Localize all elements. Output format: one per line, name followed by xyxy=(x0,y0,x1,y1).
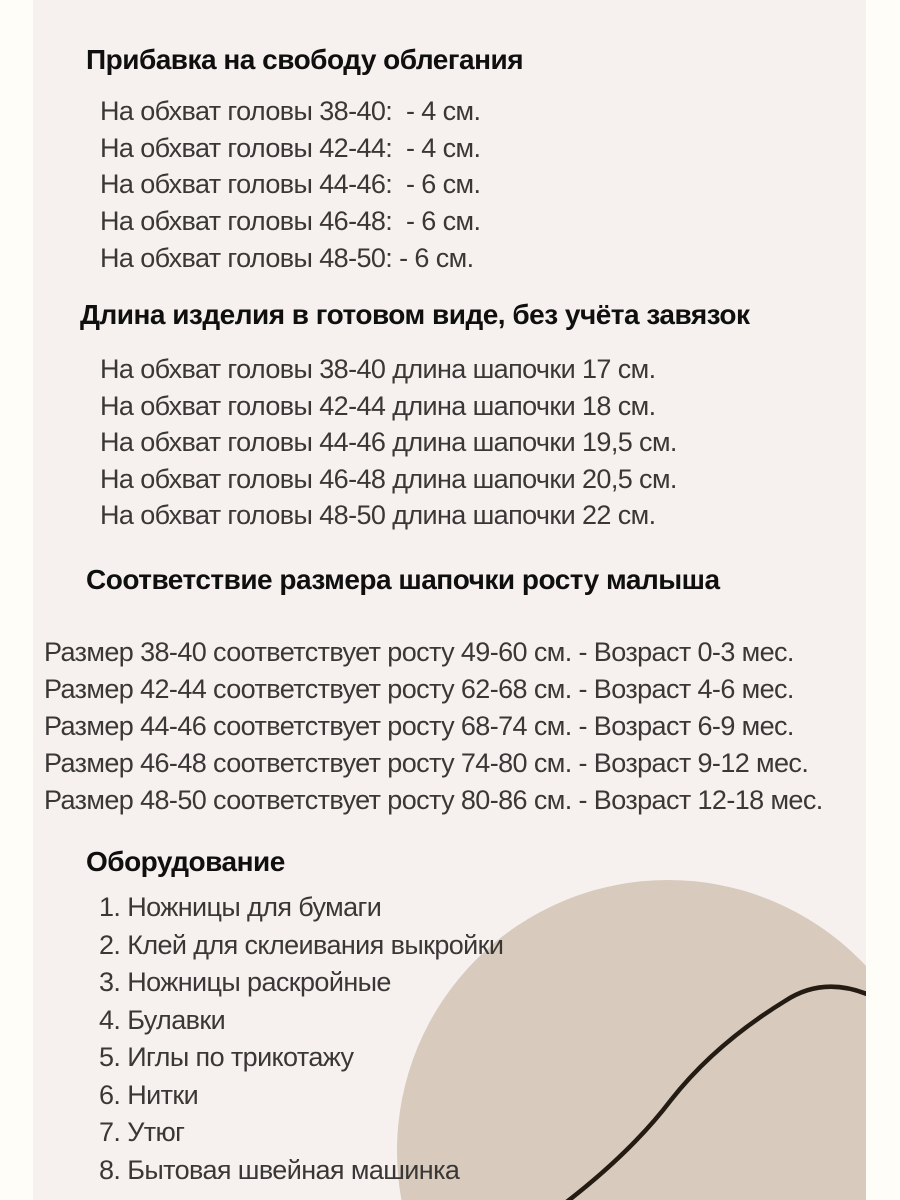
list-item: На обхват головы 38-40: - 4 см. xyxy=(100,96,481,126)
list-item: 1. Ножницы для бумаги xyxy=(99,892,382,922)
list-item: 4. Булавки xyxy=(99,1004,226,1035)
size-to-height-list xyxy=(44,634,823,819)
list-item: 6. Нитки xyxy=(99,1079,199,1110)
list-item: На обхват головы 48-50 длина шапочки 22 см. xyxy=(100,500,656,531)
section-title-finished-length: Длина изделия в готовом виде, без учёта завязок xyxy=(80,299,750,330)
list-item: На обхват головы 44-46: - 6 см. xyxy=(100,169,481,200)
list-item: 7. Утюг xyxy=(99,1117,185,1147)
list-item: Размер 44-46 соответствует росту 68-74 см. - Возраст 6-9 мес. xyxy=(44,711,794,741)
section-title-ease-allowance: Прибавка на свободу облегания xyxy=(86,44,524,75)
list-item: На обхват головы 48-50: - 6 см. xyxy=(100,242,474,273)
ease-allowance-list xyxy=(100,93,480,277)
list-item: 2. Клей для склеивания выкройки xyxy=(99,929,504,960)
list-item: Размер 38-40 соответствует росту 49-60 см. - Возраст 0-3 мес. xyxy=(44,637,794,667)
list-item: На обхват головы 44-46 длина шапочки 19,5 см. xyxy=(100,427,677,458)
list-item: 8. Бытовая швейная машинка xyxy=(99,1154,460,1185)
finished-length-list xyxy=(100,351,677,534)
section-title-equipment: Оборудование xyxy=(86,846,285,877)
list-item: На обхват головы 42-44 длина шапочки 18 см. xyxy=(100,390,656,421)
equipment-list xyxy=(99,889,503,1189)
list-item: Размер 48-50 соответствует росту 80-86 см. - Возраст 12-18 мес. xyxy=(44,785,823,815)
list-item: 3. Ножницы раскройные xyxy=(99,967,391,997)
list-item: На обхват головы 46-48 длина шапочки 20,5 см. xyxy=(100,463,677,494)
list-item: 5. Иглы по трикотажу xyxy=(99,1042,354,1072)
list-item: Размер 42-44 соответствует росту 62-68 см. - Возраст 4-6 мес. xyxy=(44,674,794,704)
list-item: На обхват головы 42-44: - 4 см. xyxy=(100,132,481,163)
section-title-size-to-height: Соответствие размера шапочки росту малыша xyxy=(86,564,720,595)
list-item: Размер 46-48 соответствует росту 74-80 см. - Возраст 9-12 мес. xyxy=(44,748,809,778)
list-item: На обхват головы 38-40 длина шапочки 17 см. xyxy=(100,354,656,384)
list-item: На обхват головы 46-48: - 6 см. xyxy=(100,206,481,237)
